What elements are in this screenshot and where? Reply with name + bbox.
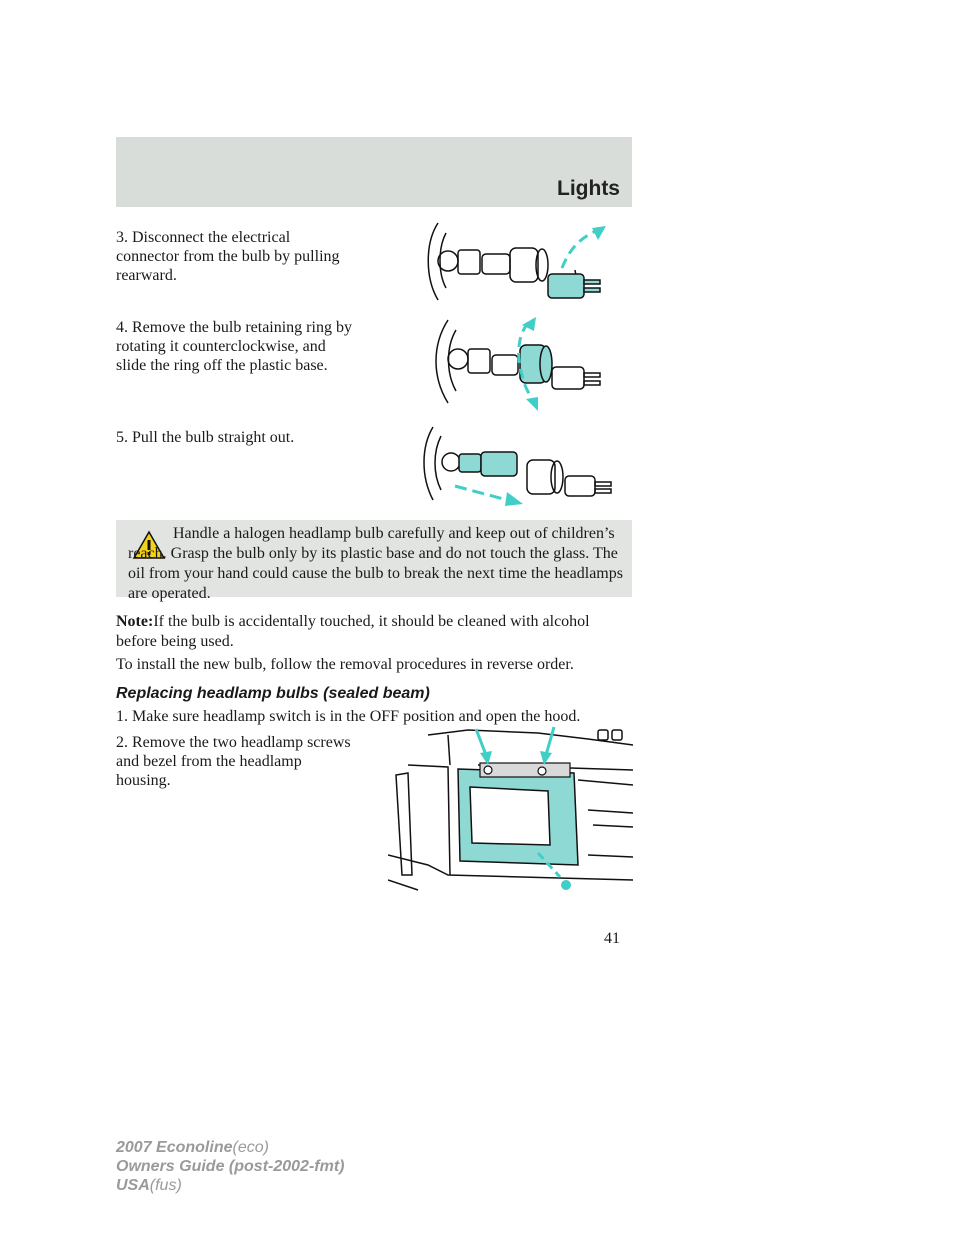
step-4-line-1: 4. Remove the bulb retaining ring by: [116, 319, 352, 336]
warning-text: Handle a halogen headlamp bulb carefully and keep out of children’s reach. Grasp the bulb only by its plastic base and do not touch the glass. The oil from your hand could cause the bulb to break the next time the headlamps are operated.: [128, 525, 623, 602]
step-4-line-3: slide the ring off the plastic base.: [116, 357, 328, 374]
note-text: If the bulb is accidentally touched, it should be cleaned with alcohol before being used.: [116, 613, 590, 650]
sealed-step-2-line-2: and bezel from the headlamp: [116, 753, 302, 770]
footer-guide: Owners Guide (post-2002-fmt): [116, 1158, 345, 1175]
sealed-step-2-text: [116, 733, 351, 790]
footer-model-code: (eco): [232, 1139, 269, 1156]
footer-market-code: (fus): [149, 1177, 182, 1194]
sealed-beam-subheading: Replacing headlamp bulbs (sealed beam): [116, 685, 430, 702]
step-3-line-3: rearward.: [116, 267, 177, 284]
page-number: 41: [604, 930, 620, 947]
section-header-band: [116, 137, 632, 207]
sealed-step-2-line-3: housing.: [116, 772, 171, 789]
step-4-text: [116, 318, 352, 375]
sealed-step-2-line-1: 2. Remove the two headlamp screws: [116, 734, 351, 751]
headlamp-bezel-illustration: [388, 725, 634, 895]
note-label: Note:: [116, 613, 154, 630]
pull-bulb-out-illustration: [415, 422, 630, 512]
install-paragraph: To install the new bulb, follow the removal procedures in reverse order.: [116, 656, 574, 673]
step-3-line-1: 3. Disconnect the electrical: [116, 229, 291, 246]
note-paragraph: [116, 612, 632, 652]
step-4-line-2: rotating it counterclockwise, and: [116, 338, 326, 355]
step-5-line-1: 5. Pull the bulb straight out.: [116, 429, 295, 446]
section-title: Lights: [557, 177, 620, 200]
step-3-text: [116, 228, 340, 285]
footer-model: 2007 Econoline: [116, 1139, 233, 1156]
document-footer: [116, 1138, 344, 1195]
remove-retaining-ring-illustration: [410, 315, 630, 415]
warning-box: [116, 520, 632, 602]
footer-market: USA: [116, 1177, 150, 1194]
disconnect-connector-illustration: [410, 218, 630, 313]
sealed-step-1-text: 1. Make sure headlamp switch is in the OFF position and open the hood.: [116, 708, 581, 725]
step-5-text: [116, 428, 294, 447]
step-3-line-2: connector from the bulb by pulling: [116, 248, 340, 265]
